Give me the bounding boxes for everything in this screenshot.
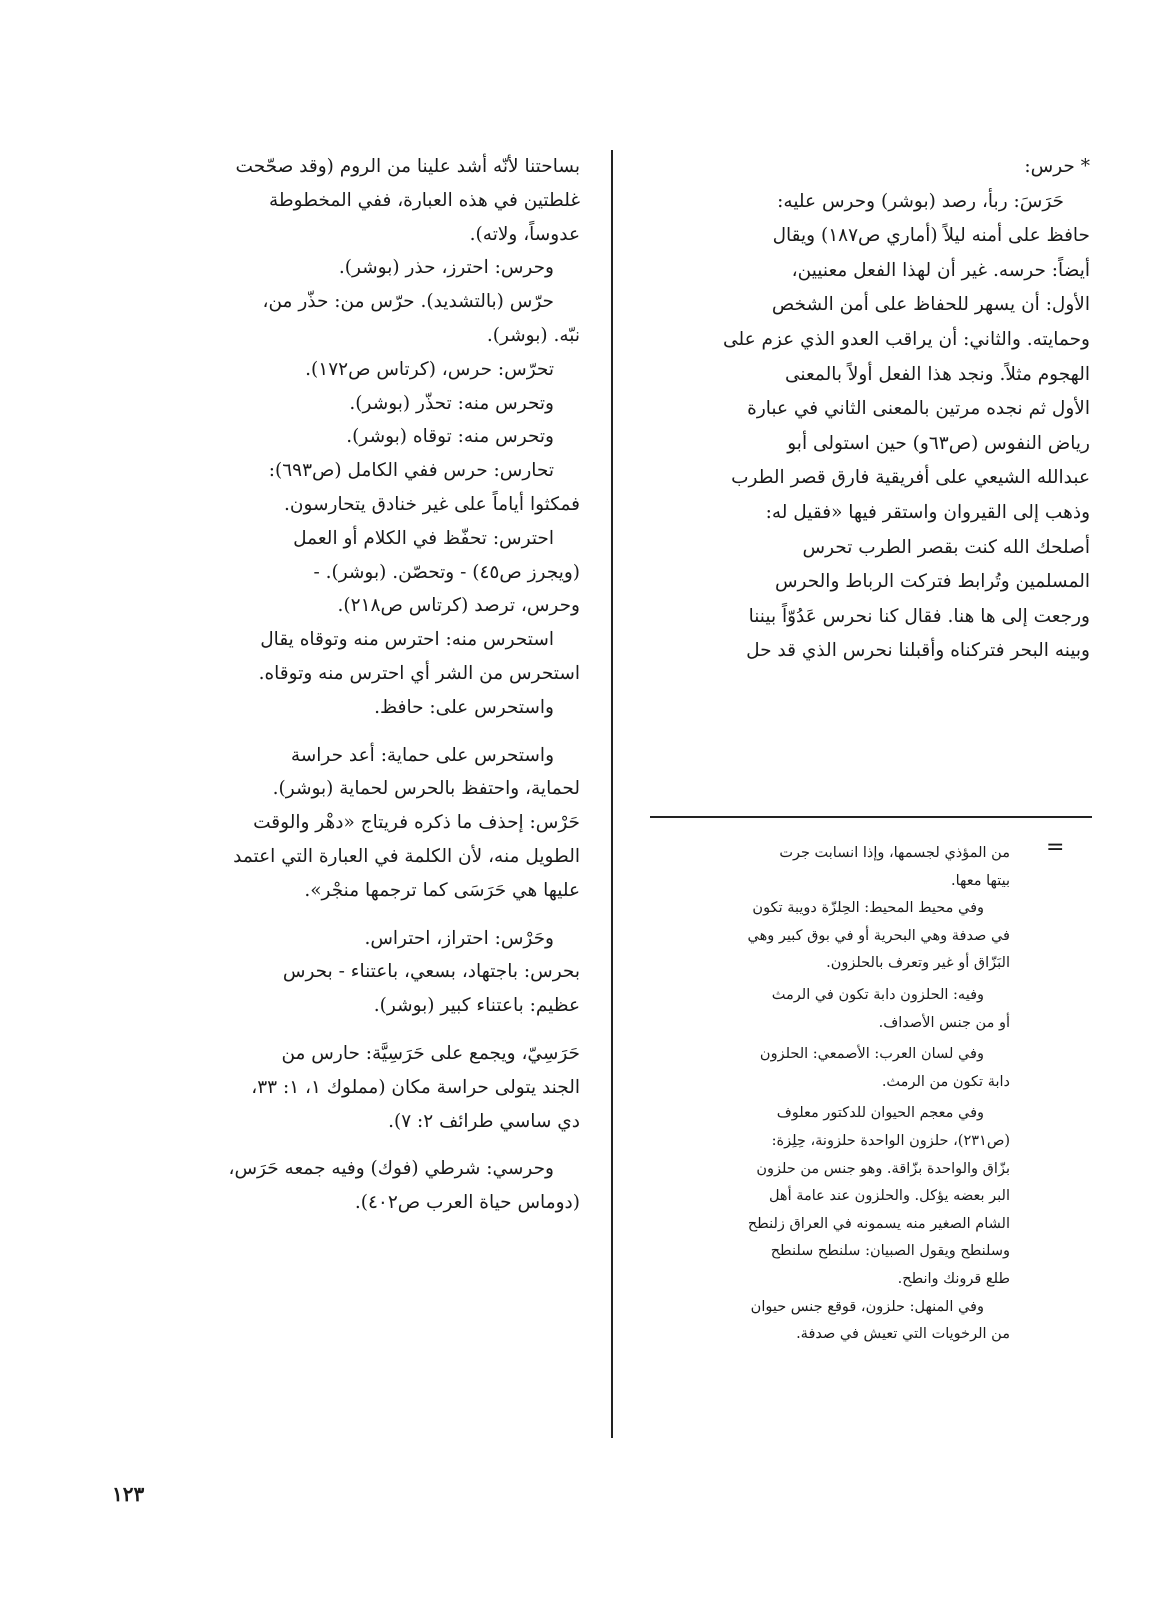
text-line: وحمايته. والثاني: أن يراقب العدو الذي عزم على <box>723 328 1090 350</box>
footnote-line: وفي المنهل: حلزون، قوقع جنس حيوان <box>750 1298 984 1315</box>
text-line: استحرس منه: احترس منه وتوقاه يقال <box>260 629 554 651</box>
text-line: ورجعت إلى ها هنا. فقال كنا نحرس عَدُوّاً بيننا <box>748 605 1090 627</box>
footnote-separator <box>650 816 1092 818</box>
entry-heading: * حرس: <box>1024 156 1090 177</box>
footnote-line: (ص٢٣١)، حلزون الواحدة حلزونة، حِلِزة: <box>771 1132 1010 1149</box>
text-line: وحرسي: شرطي (فوك) وفيه جمعه حَرَس، <box>228 1158 554 1180</box>
footnote-line: من الرخويات التي تعيش في صدفة. <box>796 1326 1010 1343</box>
footnote-line: طلع قرونك وانطح. <box>897 1270 1010 1287</box>
text-line: بساحتنا لأنّه أشد علينا من الروم (وقد صحّحت <box>235 156 580 177</box>
footnote-line: في صدفة وهي البحرية أو في بوق كبير وهي <box>747 927 1010 944</box>
text-line: وتحرس منه: توقاه (بوشر). <box>346 426 554 448</box>
footnote-line: الشام الصغير منه يسمونه في العراق زلنطح <box>747 1215 1010 1232</box>
text-line: حرّس (بالتشديد). حرّس من: حذّر من، <box>262 291 554 313</box>
text-line: وحرس: احترز، حذر (بوشر). <box>338 257 554 279</box>
footnote-line: بيتها معها. <box>951 872 1010 889</box>
text-line: حافظ على أمنه ليلاً (أماري ص١٨٧) ويقال <box>772 225 1090 247</box>
text-line: الأول: أن يسهر للحفاظ على أمن الشخص <box>771 294 1090 316</box>
page-number: ١٢٣ <box>112 1482 145 1506</box>
text-line: استحرس من الشر أي احترس منه وتوقاه. <box>258 662 580 684</box>
text-line: الطويل منه، لأن الكلمة في العبارة التي اعتمد <box>233 845 580 867</box>
text-line: أصلحك الله كنت بقصر الطرب تحرس <box>802 536 1090 558</box>
text-line: (ويجرز ص٤٥) - وتحصّن. (بوشر). - <box>313 561 580 583</box>
footnote-line: وفيه: الحلزون دابة تكون في الرمث <box>771 986 984 1003</box>
text-line: رياض النفوس (ص٦٣و) حين استولى أبو <box>787 432 1090 454</box>
text-line: غلطتين في هذه العبارة، ففي المخطوطة <box>269 189 580 211</box>
column-divider <box>611 150 613 1438</box>
text-line: واستحرس على: حافظ. <box>374 696 554 718</box>
footnote-line: وسلنطح ويقول الصبيان: سلنطح سلنطح <box>770 1243 1010 1260</box>
text-line: الهجوم مثلاً. ونجد هذا الفعل أولاً بالمعنى <box>784 363 1090 385</box>
text-line: (دوماس حياة العرب ص٤٠٢). <box>354 1192 580 1214</box>
footnote <box>650 840 1010 1349</box>
text-line: فمكثوا أياماً على غير خنادق يتحارسون. <box>284 493 580 515</box>
text-line: واستحرس على حماية: أعد حراسة <box>290 744 554 766</box>
footnote-line: وفي معجم الحيوان للدكتور معلوف <box>776 1105 984 1122</box>
text-line: وتحرس منه: تحذّر (بوشر). <box>349 392 554 414</box>
text-line: حَرَسَ: ربأ، رصد (بوشر) وحرس عليه: <box>777 190 1064 212</box>
text-line: وحَرْس: احتراز، احتراس. <box>364 927 554 949</box>
footnote-line: البر بعضه يؤكل. والحلزون عند عامة أهل <box>768 1188 1010 1205</box>
footnote-line: البَزّاق أو غير وتعرف بالحلزون. <box>826 955 1010 972</box>
footnote-line: دابة تكون من الرمث. <box>881 1073 1010 1090</box>
text-line: الجند يتولى حراسة مكان (مملوك ١، ١: ٣٣، <box>251 1076 580 1098</box>
text-line: تحارس: حرس ففي الكامل (ص٦٩٣): <box>268 460 554 482</box>
footnote-line: من المؤذي لجسمها، وإذا انسابت جرت <box>779 845 1010 861</box>
right-column <box>650 150 1090 669</box>
text-line: عبدالله الشيعي على أفريقية فارق قصر الطرب <box>731 467 1090 489</box>
text-line: نبّه. (بوشر). <box>486 324 580 346</box>
text-line: المسلمين وتُرابط فتركت الرباط والحرس <box>774 571 1090 593</box>
text-line: الأول ثم نجده مرتين بالمعنى الثاني في عبارة <box>747 398 1090 420</box>
text-line: بحرس: باجتهاد، بسعي، باعتناء - بحرس <box>282 961 580 983</box>
text-line: حَرَسِيّ، ويجمع على حَرَسِيَّة: حارس من <box>281 1042 580 1064</box>
text-line: عليها هي حَرَسَى كما ترجمها منجْر». <box>304 879 580 901</box>
text-line: وبينه البحر فتركناه وأقبلنا نحرس الذي قد حل <box>746 640 1090 662</box>
text-line: عدوساً، ولاته). <box>469 223 580 245</box>
footnote-line: بزّاق والواحدة بزّاقة. وهو جنس من حلزون <box>756 1160 1010 1177</box>
text-line: أيضاً: حرسه. غير أن لهذا الفعل معنيين، <box>791 259 1090 281</box>
footnote-continuation-marker: = <box>1046 835 1065 860</box>
text-line: حَرْس: إحذف ما ذكره فريتاج «دهْر والوقت <box>253 812 580 834</box>
text-line: وذهب إلى القيروان واستقر فيها «فقيل له: <box>765 501 1090 523</box>
footnote-line: أو من جنس الأصداف. <box>878 1014 1010 1031</box>
footnote-line: وفي لسان العرب: الأصمعي: الحلزون <box>759 1046 984 1063</box>
text-line: وحرس، ترصد (كرتاس ص٢١٨). <box>337 595 580 617</box>
text-line: احترس: تحفّظ في الكلام أو العمل <box>293 527 554 549</box>
text-line: عظيم: باعتناء كبير (بوشر). <box>373 995 580 1017</box>
text-line: لحماية، واحتفظ بالحرس لحماية (بوشر). <box>272 778 580 800</box>
text-line: دي ساسي طرائف ٢: ٧). <box>388 1110 580 1132</box>
text-line: تحرّس: حرس، (كرتاس ص١٧٢). <box>305 358 554 380</box>
footnote-line: وفي محيط المحيط: الحِلزّة دويبة تكون <box>752 900 984 917</box>
left-column <box>130 150 580 1220</box>
